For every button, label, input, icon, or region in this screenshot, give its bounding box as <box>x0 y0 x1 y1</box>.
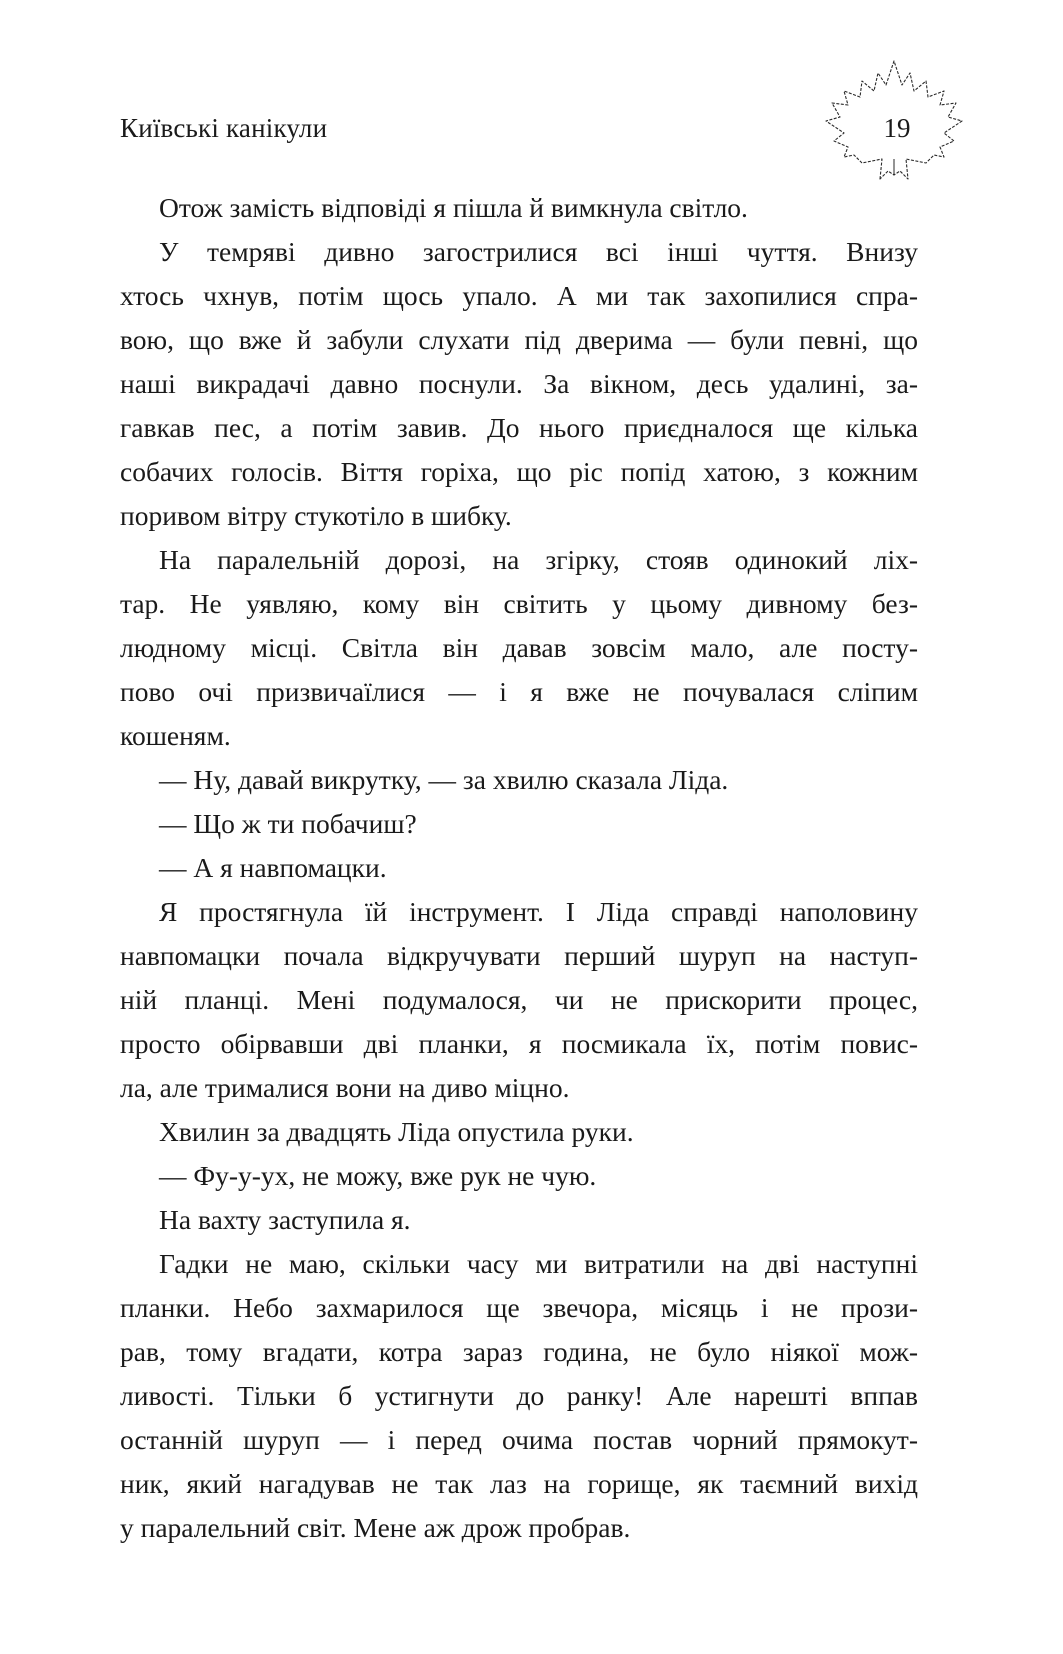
text-line: кошеням. <box>120 720 231 751</box>
text-line: рав, тому вгадати, котра зараз година, не було ніякої мож- <box>120 1336 918 1367</box>
text-line: людному місці. Світла він давав зовсім мало, але посту- <box>120 632 918 663</box>
text-line: Хвилин за двадцять Ліда опустила руки. <box>159 1116 634 1147</box>
text-line: Гадки не маю, скільки часу ми витратили на дві наступні <box>159 1248 918 1279</box>
text-line: ник, який нагадував не так лаз на горище, як таємний вихід <box>120 1468 918 1499</box>
paragraph <box>120 186 918 230</box>
text-line: вою, що вже й забули слухати під дверима — були певні, що <box>120 324 918 355</box>
text-line: — Що ж ти побачиш? <box>159 808 417 839</box>
paragraph <box>120 802 918 846</box>
text-line: останній шуруп — і перед очима постав чорний прямокут- <box>120 1424 918 1455</box>
text-line: собачих голосів. Віття горіха, що ріс попід хатою, з кожним <box>120 456 918 487</box>
text-line: наші викрадачі давно поснули. За вікном, десь удалині, за- <box>120 368 918 399</box>
paragraph <box>120 758 918 802</box>
paragraph <box>120 1198 918 1242</box>
text-line: ній планці. Мені подумалося, чи не прискорити процес, <box>120 984 918 1015</box>
text-line: У темряві дивно загострилися всі інші чуття. Внизу <box>159 236 918 267</box>
text-line: На вахту заступила я. <box>159 1204 411 1235</box>
running-title: Київські канікули <box>120 113 328 143</box>
text-line: планки. Небо захмарилося ще звечора, місяць і не прози- <box>120 1292 918 1323</box>
text-line: ливості. Тільки б устигнути до ранку! Але нарешті вппав <box>120 1380 918 1411</box>
body-text <box>120 186 918 1550</box>
text-line: На паралельній дорозі, на згірку, стояв одинокий ліх- <box>159 544 918 575</box>
text-line: просто обірвавши дві планки, я посмикала їх, потім повис- <box>120 1028 918 1059</box>
text-line: пово очі призвичаїлися — і я вже не почувалася сліпим <box>120 676 918 707</box>
text-line: ла, але трималися вони на диво міцно. <box>120 1072 570 1103</box>
text-line: у паралельний світ. Мене аж дрож пробрав. <box>120 1512 631 1543</box>
paragraph <box>120 1110 918 1154</box>
paragraph <box>120 846 918 890</box>
text-line: — А я навпомацки. <box>159 852 387 883</box>
text-line: поривом вітру стукотіло в шибку. <box>120 500 512 531</box>
paragraph <box>120 1242 918 1550</box>
text-line: навпомацки почала відкручувати перший шуруп на наступ- <box>120 940 918 971</box>
text-line: Я простягнула їй інструмент. І Ліда справді наполовину <box>159 896 918 927</box>
paragraph <box>120 538 918 758</box>
text-line: — Фу-у-ух, не можу, вже рук не чую. <box>159 1160 597 1191</box>
paragraph <box>120 230 918 538</box>
text-line: тар. Не уявляю, кому він світить у цьому дивному без- <box>120 588 918 619</box>
text-line: Отож замість відповіді я пішла й вимкнула світло. <box>159 192 748 223</box>
text-line: хтось чхнув, потім щось упало. А ми так захопилися спра- <box>120 280 918 311</box>
paragraph <box>120 890 918 1110</box>
text-line: — Ну, давай викрутку, — за хвилю сказала Ліда. <box>159 764 729 795</box>
page-number: 19 <box>883 113 911 143</box>
paragraph <box>120 1154 918 1198</box>
text-line: гавкав пес, а потім завив. До нього приєдналося ще кілька <box>120 412 918 443</box>
